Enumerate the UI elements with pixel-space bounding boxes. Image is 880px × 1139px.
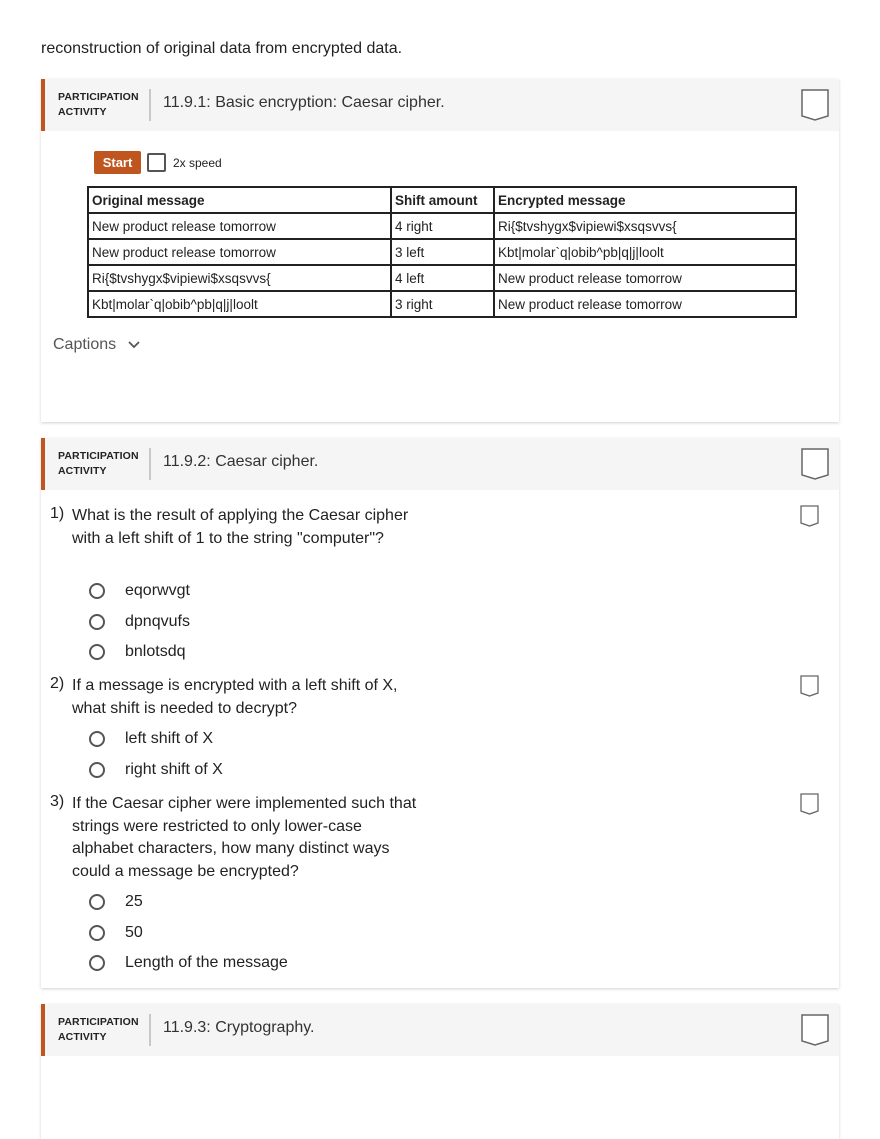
radio-button[interactable] [89,583,105,599]
answer-option[interactable] [89,724,223,755]
table-cell: New product release tomorrow [494,291,796,317]
completion-bookmark-icon [801,1014,829,1051]
answer-option[interactable] [89,637,190,668]
answer-options [89,887,288,979]
activity-type-line2: ACTIVITY [58,465,107,477]
activity-type-line1: PARTICIPATION [58,1016,139,1028]
radio-button[interactable] [89,731,105,747]
answer-option[interactable] [89,948,288,979]
radio-button[interactable] [89,925,105,941]
animation-controls [94,151,222,174]
question-bookmark-icon [800,675,819,702]
captions-label: Captions [53,336,117,353]
table-row [88,265,796,291]
activity-title: 11.9.1: Basic encryption: Caesar cipher. [163,94,445,111]
participation-activity-1 [41,79,839,422]
activity-type-label [58,90,139,120]
activity-header [41,1004,839,1056]
answer-option[interactable] [89,918,288,949]
completion-bookmark-icon [801,89,829,126]
activity-header [41,438,839,490]
option-label: 50 [125,923,143,941]
activity-type-label [58,1015,139,1045]
chevron-down-icon [116,336,140,354]
answer-options [89,576,190,668]
question-number: 1) [50,505,65,522]
activity-type-line2: ACTIVITY [58,106,107,118]
option-label: bnlotsdq [125,643,186,661]
activity-type-line1: PARTICIPATION [58,450,139,462]
table-row [88,239,796,265]
table-cell: 4 right [391,213,494,239]
table-cell: Ri{$tvshygx$vipiewi$xsqsvvs{ [88,265,391,291]
radio-button[interactable] [89,762,105,778]
option-label: Length of the message [125,954,288,972]
column-header: Shift amount [391,187,494,213]
option-label: right shift of X [125,760,223,778]
option-label: 25 [125,893,143,911]
question-text: If the Caesar cipher were implemented such that strings were restricted to only lower-case alphabet characters, how many distinct ways could a message be encrypted? [72,795,417,880]
answer-option[interactable] [89,607,190,638]
question-text: What is the result of applying the Caesar cipher with a left shift of 1 to the string "computer"? [72,507,409,547]
intro-text: reconstruction of original data from encrypted data. [41,40,403,57]
radio-button[interactable] [89,894,105,910]
captions-toggle[interactable] [53,336,140,354]
activity-title: 11.9.2: Caesar cipher. [163,453,319,470]
activity-title: 11.9.3: Cryptography. [163,1019,315,1036]
table-cell: Ri{$tvshygx$vipiewi$xsqsvvs{ [494,213,796,239]
activity-type-line2: ACTIVITY [58,1031,107,1043]
table-row [88,291,796,317]
table-cell: New product release tomorrow [88,239,391,265]
table-cell: 4 left [391,265,494,291]
answer-option[interactable] [89,887,288,918]
question-number: 2) [50,675,65,692]
table-row [88,213,796,239]
question-number: 3) [50,793,65,810]
activity-header [41,79,839,131]
table-cell: 3 right [391,291,494,317]
table-cell: New product release tomorrow [494,265,796,291]
option-label: eqorwvgt [125,582,190,600]
header-divider [149,1014,151,1046]
table-cell: 3 left [391,239,494,265]
answer-options [89,724,223,785]
participation-activity-3 [41,1004,839,1139]
speed-label: 2x speed [173,155,222,170]
table-cell: Kbt|molar`q|obib^pb|q|j|loolt [88,291,391,317]
question-bookmark-icon [800,793,819,820]
column-header: Original message [88,187,391,213]
header-divider [149,89,151,121]
radio-button[interactable] [89,644,105,660]
activity-type-line1: PARTICIPATION [58,91,139,103]
radio-button[interactable] [89,955,105,971]
answer-option[interactable] [89,755,223,786]
answer-option[interactable] [89,576,190,607]
header-divider [149,448,151,480]
table-header-row [88,187,796,213]
option-label: dpnqvufs [125,612,190,630]
participation-activity-2 [41,438,839,988]
completion-bookmark-icon [801,448,829,485]
question-bookmark-icon [800,505,819,532]
table-cell: Kbt|molar`q|obib^pb|q|j|loolt [494,239,796,265]
start-button[interactable]: Start [94,151,141,174]
activity-type-label [58,449,139,479]
speed-checkbox[interactable] [147,153,166,172]
column-header: Encrypted message [494,187,796,213]
cipher-table [87,186,797,318]
radio-button[interactable] [89,614,105,630]
option-label: left shift of X [125,730,214,748]
table-cell: New product release tomorrow [88,213,391,239]
question-text: If a message is encrypted with a left shift of X, what shift is needed to decrypt? [72,677,398,717]
